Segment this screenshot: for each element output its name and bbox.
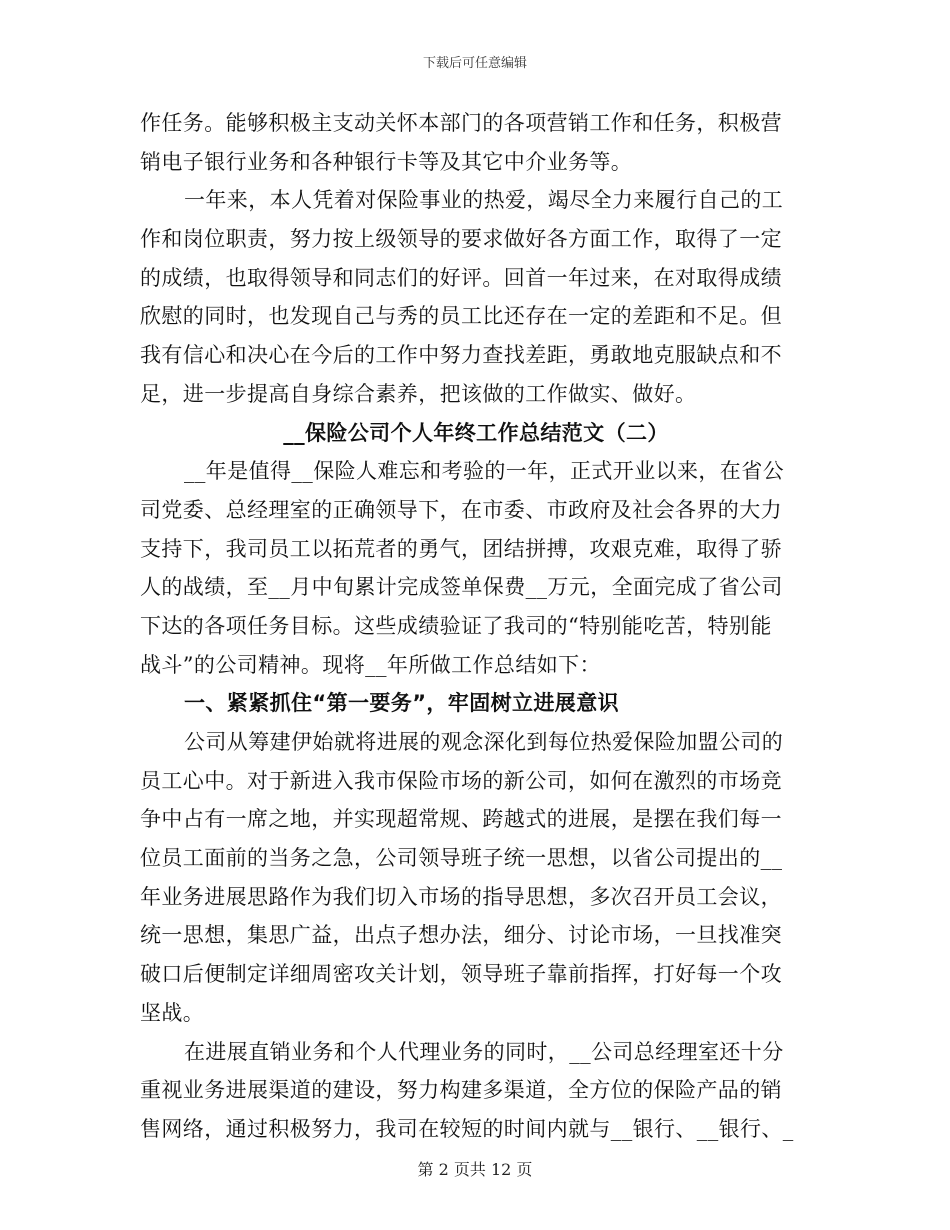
body-line: 作和岗位职责，努力按上级领导的要求做好各方面工作，取得了一定 (140, 227, 782, 252)
body-line: 在进展直销业务和个人代理业务的同时，__公司总经理室还十分 (184, 1039, 784, 1064)
body-line: 人的战绩，至__月中旬累计完成签单保费__万元，全面完成了省公司 (140, 575, 783, 600)
body-line: 足，进一步提高自身综合素养，把该做的工作做实、做好。 (140, 381, 697, 406)
body-line: 重视业务进展渠道的建设，努力构建多渠道，全方位的保险产品的销 (140, 1078, 782, 1103)
body-line: 支持下，我司员工以拓荒者的勇气，团结拼搏，攻艰克难，取得了骄 (140, 536, 782, 561)
body-line: 销电子银行业务和各种银行卡等及其它中介业务等。 (140, 149, 633, 174)
page-header: 下载后可任意编辑 (422, 56, 527, 71)
body-line: 我有信心和决心在今后的工作中努力查找差距，勇敢地克服缺点和不 (140, 343, 782, 368)
document-body (140, 104, 812, 1149)
body-line: 下达的各项任务目标。这些成绩验证了我司的“特别能吃苦，特别能 (140, 613, 772, 638)
body-line: 年业务进展思路作为我们切入市场的指导思想，多次召开员工会议， (140, 884, 782, 909)
body-line: 破口后便制定详细周密攻关计划，领导班子靠前指挥，打好每一个攻 (140, 962, 782, 987)
body-line: 公司从筹建伊始就将进展的观念深化到每位热爱保险加盟公司的 (184, 730, 784, 754)
body-line: 售网络，通过积极努力，我司在较短的时间内就与__银行、__银行、_ (140, 1116, 794, 1141)
body-line: 的成绩，也取得领导和同志们的好评。回首一年过来，在对取得成绩 (140, 265, 782, 290)
body-line: 争中占有一席之地，并实现超常规、跨越式的进展，是摆在我们每一 (140, 807, 782, 832)
body-line: 欣慰的同时，也发现自己与秀的员工比还存在一定的差距和不足。但 (140, 304, 782, 329)
body-line: 司党委、总经理室的正确领导下，在市委、市政府及社会各界的大力 (140, 497, 782, 522)
subsection-heading: 一、紧紧抓住“第一要务”，牢固树立进展意识 (184, 691, 620, 716)
body-line: 统一思想，集思广益，出点子想办法，细分、讨论市场，一旦找准突 (140, 923, 782, 948)
body-line: 位员工面前的当务之急，公司领导班子统一思想，以省公司提出的__ (140, 846, 783, 871)
body-line: __年是值得__保险人难忘和考验的一年，正式开业以来，在省公 (184, 459, 784, 484)
page-footer: 第 2 页共 12 页 (417, 1160, 533, 1179)
body-line: 战斗”的公司精神。现将__年所做工作总结如下： (140, 652, 601, 677)
body-line: 坚战。 (140, 1000, 205, 1025)
section-title: __保险公司个人年终工作总结范文（二） (283, 420, 669, 445)
body-line: 一年来，本人凭着对保险事业的热爱，竭尽全力来履行自己的工 (184, 188, 784, 213)
body-line: 员工心中。对于新进入我市保险市场的新公司，如何在激烈的市场竞 (140, 768, 782, 793)
body-line: 作任务。能够积极主支动关怀本部门的各项营销工作和任务，积极营 (140, 111, 782, 135)
